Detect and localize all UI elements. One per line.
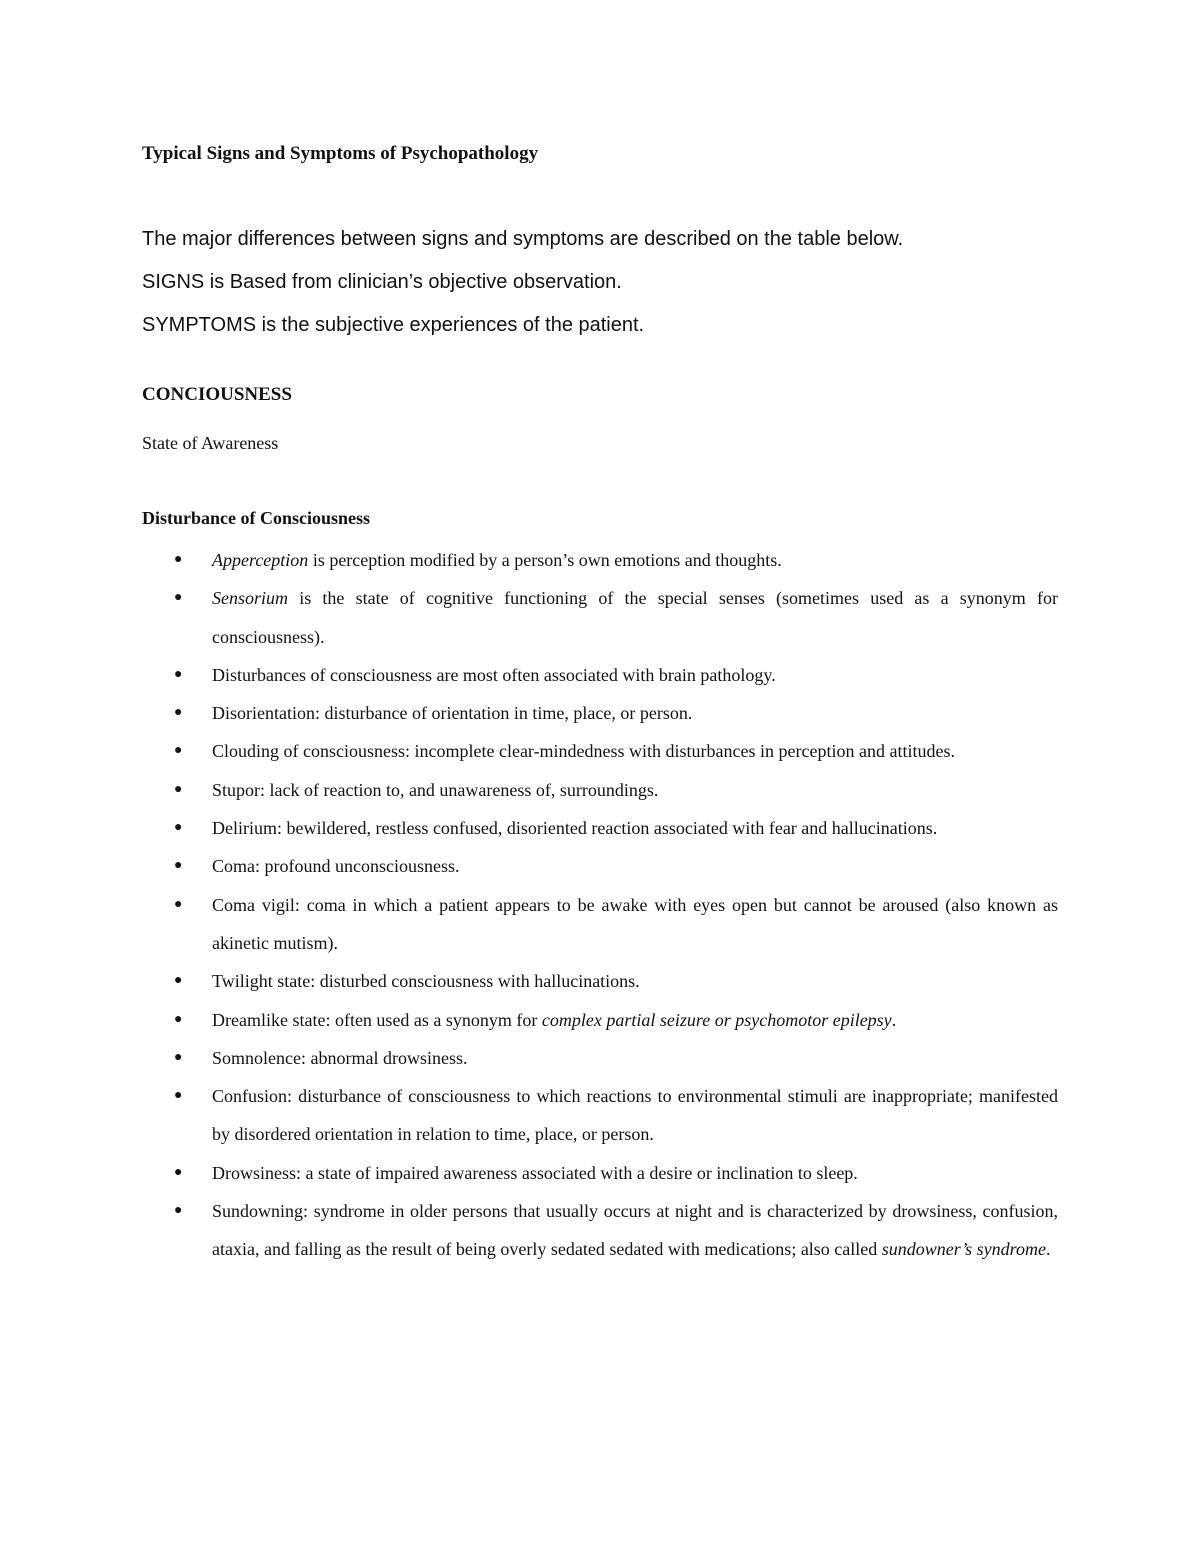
- item-term: complex partial seizure or psychomotor epilepsy: [541, 1009, 892, 1030]
- intro-line: The major differences between signs and symptoms are described on the table below.: [142, 228, 904, 250]
- item-text: Sundowning: syndrome in older persons that usually occurs at night and is characterized by drowsiness, confusion, ataxia, and falling as the result of being overly sedated sedated with medications; also called: [212, 1201, 1058, 1260]
- list-item: [142, 1077, 1058, 1154]
- item-text: Confusion: disturbance of consciousness to which reactions to environmental stimuli are inappropriate; manifested by disordered orientation in relation to time, place, or person.: [212, 1086, 1058, 1145]
- bullet-icon: ●: [174, 666, 183, 682]
- section-heading: CONCIOUSNESS: [142, 384, 292, 405]
- item-text: .: [1045, 1239, 1051, 1260]
- list-item: [142, 771, 1058, 809]
- section-subheading: State of Awareness: [142, 433, 279, 453]
- item-text: Coma: profound unconsciousness.: [212, 856, 460, 877]
- bullet-icon: ●: [174, 858, 183, 874]
- bullet-icon: ●: [174, 743, 183, 759]
- list-item: [142, 886, 1058, 963]
- item-text: .: [891, 1009, 897, 1030]
- item-text: Dreamlike state: often used as a synonym for: [212, 1009, 542, 1030]
- list-item: [142, 809, 1058, 847]
- item-text: Disorientation: disturbance of orientation in time, place, or person.: [212, 703, 693, 724]
- bullet-icon: ●: [174, 552, 183, 567]
- list-item: [142, 847, 1058, 885]
- bullet-icon: ●: [174, 1164, 183, 1180]
- bullet-icon: ●: [174, 973, 183, 989]
- list-heading: Disturbance of Consciousness: [142, 508, 371, 528]
- item-text: Twilight state: disturbed consciousness with hallucinations.: [212, 971, 640, 992]
- bullet-icon: ●: [174, 820, 183, 836]
- bullet-icon: ●: [174, 1203, 183, 1219]
- bullet-list: [142, 541, 1058, 1269]
- item-text: Disturbances of consciousness are most often associated with brain pathology.: [212, 664, 776, 685]
- bullet-icon: ●: [174, 1011, 183, 1027]
- bullet-icon: ●: [174, 1088, 183, 1104]
- list-item: [142, 541, 1058, 579]
- item-text: is perception modified by a person’s own emotions and thoughts.: [308, 550, 782, 570]
- item-text: Clouding of consciousness: incomplete clear-mindedness with disturbances in perception and attitudes.: [212, 741, 955, 762]
- list-item: [142, 1154, 1058, 1192]
- item-text: Coma vigil: coma in which a patient appears to be awake with eyes open but cannot be aroused (also known as akinetic mutism).: [212, 894, 1058, 953]
- item-term: sundowner’s syndrome: [881, 1239, 1046, 1260]
- item-term: Apperception: [212, 550, 309, 570]
- list-item: [142, 732, 1058, 770]
- bullet-icon: ●: [174, 705, 183, 721]
- list-item: [142, 962, 1058, 1000]
- intro-line: SIGNS is Based from clinician’s objective observation.: [142, 271, 622, 293]
- intro-block: [142, 218, 903, 347]
- list-item: [142, 1001, 1058, 1039]
- bullet-icon: ●: [174, 590, 183, 606]
- list-item: [142, 1192, 1058, 1269]
- item-text: is the state of cognitive functioning of the special senses (sometimes used as a synonym for consciousness).: [212, 588, 1058, 647]
- list-item: [142, 1039, 1058, 1077]
- item-text: Delirium: bewildered, restless confused, disoriented reaction associated with fear and hallucinations.: [212, 818, 938, 839]
- intro-line: SYMPTOMS is the subjective experiences of the patient.: [142, 314, 645, 336]
- item-text: Stupor: lack of reaction to, and unawareness of, surroundings.: [212, 779, 659, 800]
- document-title: Typical Signs and Symptoms of Psychopathology: [142, 143, 539, 164]
- list-item: [142, 579, 1058, 656]
- list-item: [142, 694, 1058, 732]
- bullet-icon: ●: [174, 781, 183, 797]
- item-text: Drowsiness: a state of impaired awareness associated with a desire or inclination to sleep.: [212, 1162, 858, 1183]
- item-text: Somnolence: abnormal drowsiness.: [212, 1047, 468, 1068]
- bullet-icon: ●: [174, 1049, 183, 1065]
- item-term: Sensorium: [212, 588, 288, 609]
- bullet-icon: ●: [174, 896, 183, 912]
- list-item: [142, 656, 1058, 694]
